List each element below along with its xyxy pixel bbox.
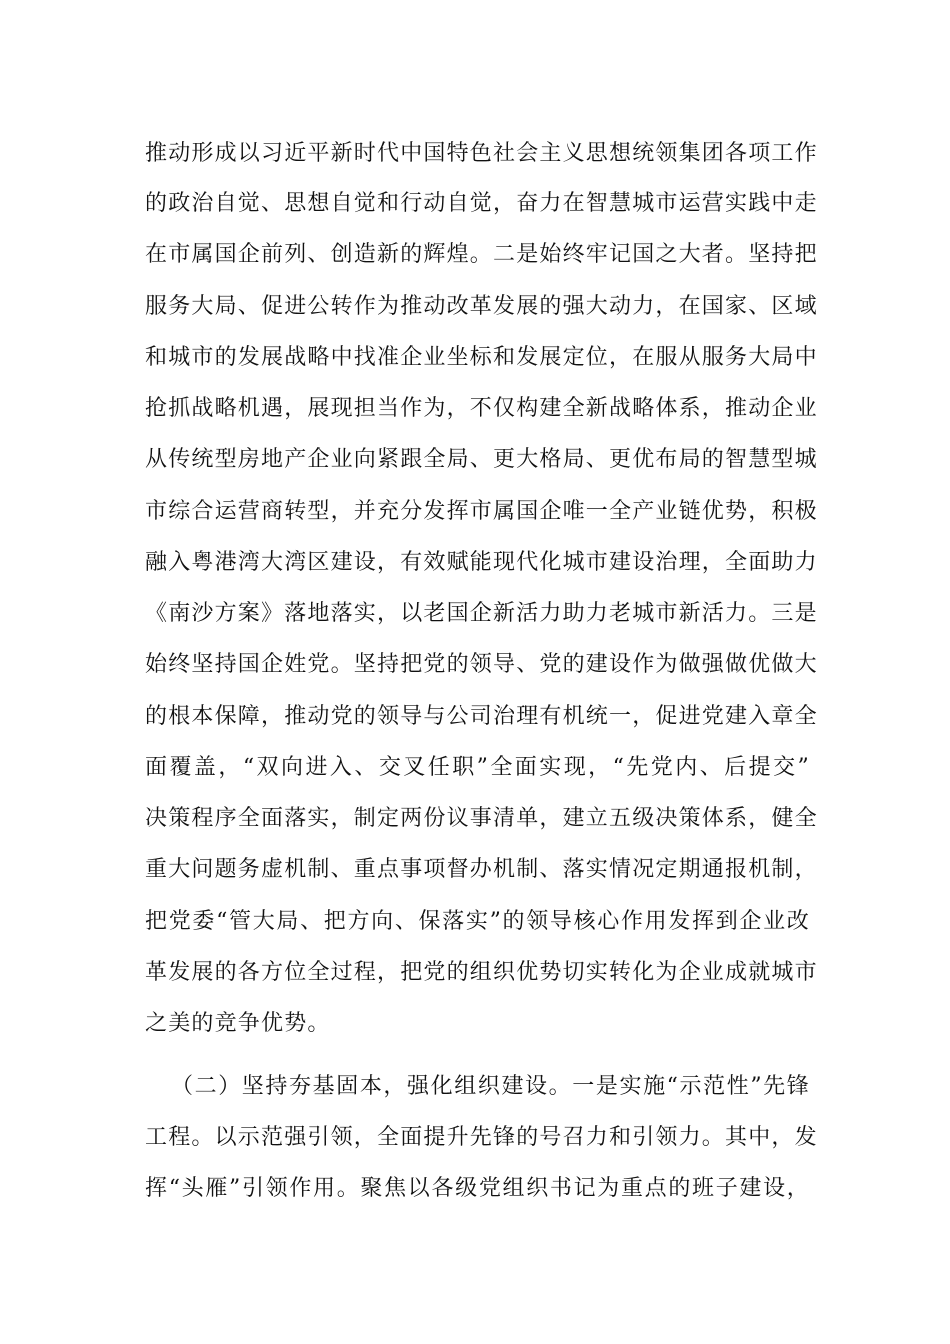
text-line: 从传统型房地产企业向紧跟全局、更大格局、更优布局的智慧型城 (145, 447, 818, 472)
text-line: 始终坚持国企姓党。坚持把党的领导、党的建设作为做强做优做大 (145, 652, 818, 677)
text-line: 在市属国企前列、创造新的辉煌。二是始终牢记国之大者。坚持把 (145, 242, 818, 267)
text-line: 市综合运营商转型，并充分发挥市属国企唯一全产业链优势，积极 (145, 499, 818, 524)
text-line: 挥“头雁”引领作用。聚焦以各级党组织书记为重点的班子建设， (145, 1176, 810, 1201)
text-line: 把党委“管大局、把方向、保落实”的领导核心作用发挥到企业改 (145, 909, 810, 934)
text-line: （二）坚持夯基固本，强化组织建设。一是实施“示范性”先锋 (171, 1074, 810, 1099)
text-line: 和城市的发展战略中找准企业坐标和发展定位，在服从服务大局中 (145, 345, 818, 370)
text-line: 《南沙方案》落地落实，以老国企新活力助力老城市新活力。三是 (145, 601, 818, 626)
text-line: 革发展的各方位全过程，把党的组织优势切实转化为企业成就城市 (145, 960, 818, 985)
text-line: 融入粤港湾大湾区建设，有效赋能现代化城市建设治理，全面助力 (145, 550, 818, 575)
text-line: 的政治自觉、思想自觉和行动自觉，奋力在智慧城市运营实践中走 (145, 191, 818, 216)
text-line: 抢抓战略机遇，展现担当作为，不仅构建全新战略体系，推动企业 (145, 396, 818, 421)
text-line: 的根本保障，推动党的领导与公司治理有机统一，促进党建入章全 (145, 704, 818, 729)
text-line: 推动形成以习近平新时代中国特色社会主义思想统领集团各项工作 (145, 141, 818, 166)
text-line: 面覆盖，“双向进入、交叉任职”全面实现，“先党内、后提交” (145, 755, 810, 780)
text-line: 决策程序全面落实，制定两份议事清单，建立五级决策体系，健全 (145, 806, 818, 831)
text-line: 工程。以示范强引领，全面提升先锋的号召力和引领力。其中，发 (145, 1125, 818, 1150)
text-line: 之美的竞争优势。 (145, 1011, 331, 1036)
text-line: 服务大局、促进公转作为推动改革发展的强大动力，在国家、区域 (145, 294, 818, 319)
text-line: 重大问题务虚机制、重点事项督办机制、落实情况定期通报机制， (145, 857, 818, 882)
